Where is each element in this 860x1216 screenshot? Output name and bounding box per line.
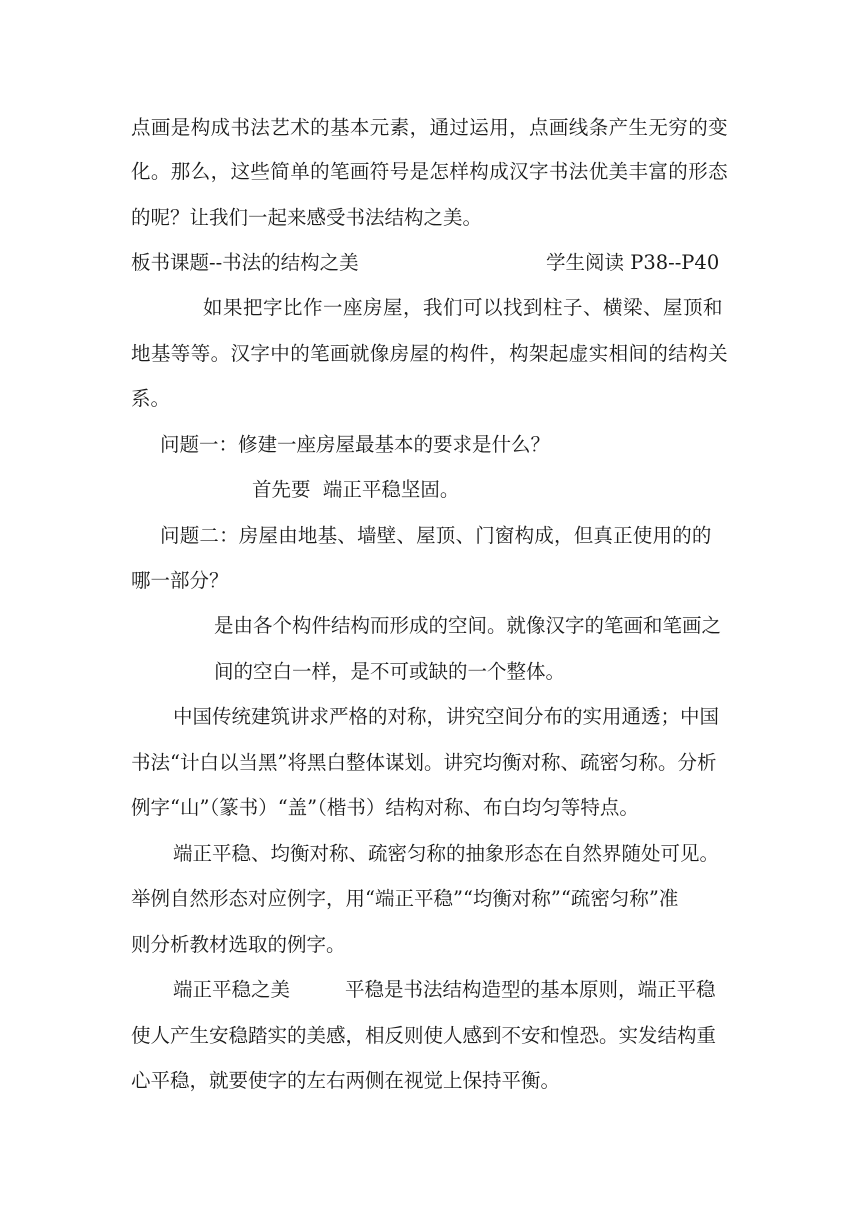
stable-line-2: 使人产生安稳踏实的美感，相反则使人感到不安和惶恐。实发结构重 xyxy=(131,1024,717,1047)
answer-one: 首先要 端正平稳坚固。 xyxy=(252,478,460,501)
tradition-line-3: 例字“山”（篆书）“盖”（楷书）结构对称、布白均匀等特点。 xyxy=(131,796,639,819)
nature-line-3: 则分析教材选取的例字。 xyxy=(131,933,346,956)
house-line-1: 如果把字比作一座房屋，我们可以找到柱子、横梁、屋顶和 xyxy=(203,296,724,319)
tradition-line-1: 中国传统建筑讲求严格的对称，讲究空间分布的实用通透；中国 xyxy=(173,705,720,728)
intro-line-2: 化。那么，这些简单的笔画符号是怎样构成汉字书法优美丰富的形态 xyxy=(131,160,729,183)
question-two-line-1: 问题二：房屋由地基、墙壁、屋顶、门窗构成，但真正使用的的 xyxy=(160,524,712,547)
house-line-3: 系。 xyxy=(131,387,171,410)
reading-assignment: 学生阅读 P38--P40 xyxy=(546,251,720,274)
tradition-line-2: 书法“计白以当黑”将黑白整体谋划。讲究均衡对称、疏密匀称。分析 xyxy=(131,751,717,774)
house-line-2: 地基等等。汉字中的笔画就像房屋的构件，构架起虚实相间的结构关 xyxy=(131,342,729,365)
nature-line-2: 举例自然形态对应例字，用“端正平稳”“均衡对称”“疏密匀称”准 xyxy=(131,887,679,910)
stable-line-1: 平稳是书法结构造型的基本原则，端正平稳 xyxy=(345,978,716,1001)
intro-line-1: 点画是构成书法艺术的基本元素，通过运用，点画线条产生无穷的变 xyxy=(131,116,729,139)
board-title: 板书课题--书法的结构之美 xyxy=(131,251,359,274)
question-one: 问题一：修建一座房屋最基本的要求是什么？ xyxy=(160,433,551,456)
answer-two-line-1: 是由各个构件结构而形成的空间。就像汉字的笔画和笔画之 xyxy=(214,614,722,637)
stable-line-3: 心平稳，就要使字的左右两侧在视觉上保持平衡。 xyxy=(131,1069,561,1092)
intro-line-3: 的呢？让我们一起来感受书法结构之美。 xyxy=(131,206,483,229)
stable-heading: 端正平稳之美 xyxy=(173,978,291,1001)
question-two-line-2: 哪一部分？ xyxy=(131,569,229,592)
nature-line-1: 端正平稳、均衡对称、疏密匀称的抽象形态在自然界随处可见。 xyxy=(173,842,720,865)
answer-two-line-2: 间的空白一样，是不可或缺的一个整体。 xyxy=(214,660,566,683)
